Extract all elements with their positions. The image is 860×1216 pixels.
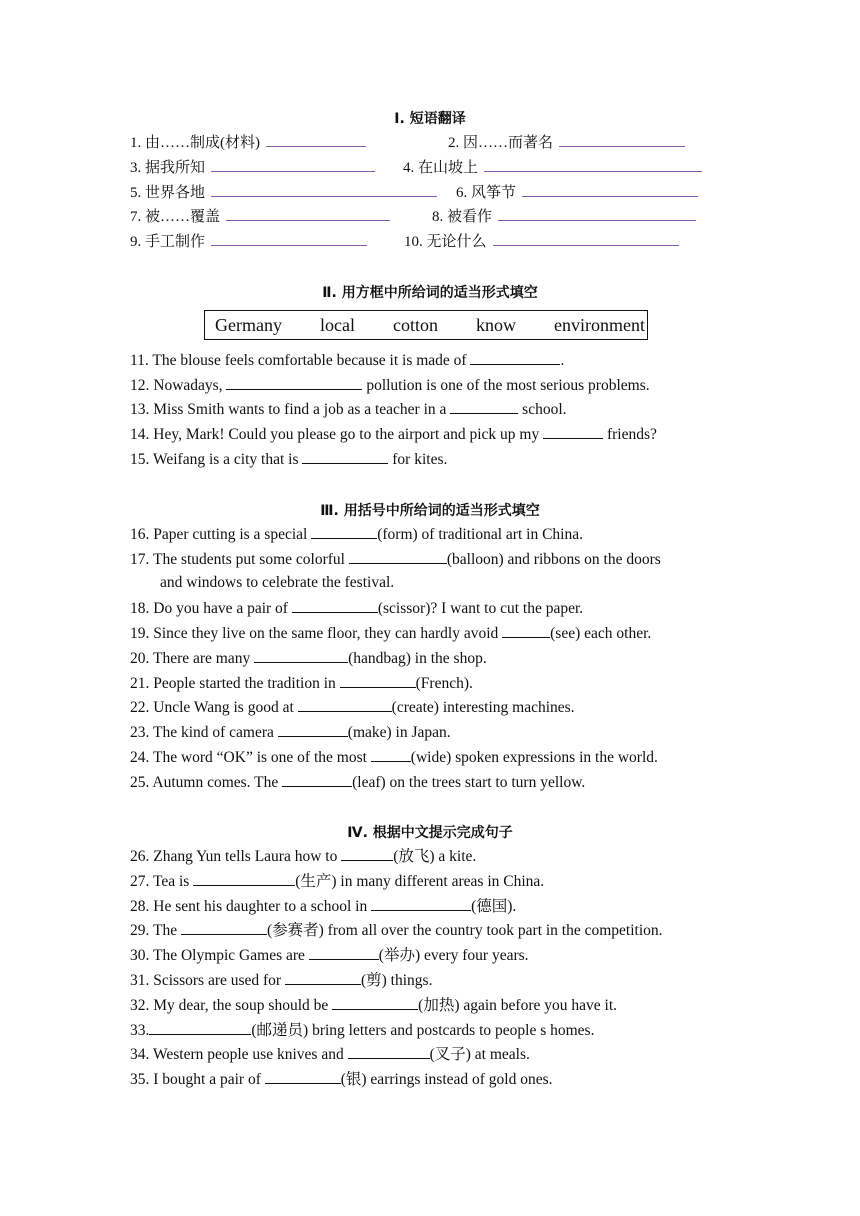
question-16 <box>130 523 583 545</box>
question-26 <box>130 845 476 867</box>
q28-blank[interactable] <box>371 895 471 911</box>
q20-blank[interactable] <box>254 647 348 663</box>
q17-blank[interactable] <box>349 548 447 564</box>
q27-text-a: 27. Tea is <box>130 873 194 890</box>
q35-text-a: 35. I bought a pair of <box>130 1071 265 1088</box>
phrase-6 <box>456 180 698 204</box>
q18-text-a: 18. Do you have a pair of <box>130 600 292 617</box>
phrase-1 <box>130 130 366 154</box>
question-33 <box>130 1019 594 1041</box>
question-27 <box>130 870 544 892</box>
q24-text-a: 24. The word “OK” is one of the most <box>130 749 371 766</box>
q30-blank[interactable] <box>309 944 379 960</box>
q31-text-a: 31. Scissors are used for <box>130 972 285 989</box>
q15-text-b: for kites. <box>388 451 448 468</box>
word-cotton: cotton <box>392 314 438 335</box>
question-25 <box>130 771 585 793</box>
phrase-4 <box>403 155 702 179</box>
q26-text-b: (放飞) a kite. <box>393 848 477 865</box>
q13-text-b: school. <box>518 401 567 418</box>
q26-text-a: 26. Zhang Yun tells Laura how to <box>130 848 342 865</box>
q22-blank[interactable] <box>298 696 392 712</box>
q16-blank[interactable] <box>311 523 377 539</box>
q33-text-a: 33. <box>130 1022 150 1039</box>
q17-text-b: (balloon) and ribbons on the doors <box>446 551 661 568</box>
q35-blank[interactable] <box>265 1068 341 1084</box>
phrase-1-text: 1. 由……制成(材料) <box>130 135 260 151</box>
phrase-7-blank[interactable] <box>226 204 390 221</box>
question-17-continued: and windows to celebrate the festival. <box>160 574 395 591</box>
question-22 <box>130 696 575 718</box>
phrase-1-blank[interactable] <box>266 130 366 147</box>
question-30 <box>130 944 529 966</box>
phrase-7-text: 7. 被……覆盖 <box>130 209 221 225</box>
phrase-8 <box>432 204 696 228</box>
q11-blank[interactable] <box>470 349 560 365</box>
phrase-3-text: 3. 据我所知 <box>130 160 206 176</box>
q18-blank[interactable] <box>292 597 378 613</box>
q28-text-b: (德国). <box>471 898 517 915</box>
q12-text-b: pollution is one of the most serious problems. <box>362 377 650 394</box>
phrase-2 <box>448 130 685 154</box>
phrase-8-blank[interactable] <box>498 204 696 221</box>
phrase-9 <box>130 229 367 253</box>
q30-text-a: 30. The Olympic Games are <box>130 947 309 964</box>
q19-text-a: 19. Since they live on the same floor, they can hardly avoid <box>130 625 503 642</box>
word-environment: environment <box>553 314 645 335</box>
q23-text-b: (make) in Japan. <box>347 724 451 741</box>
phrase-10 <box>404 229 679 253</box>
q16-text-a: 16. Paper cutting is a special <box>130 526 312 543</box>
q14-blank[interactable] <box>543 423 603 439</box>
question-21 <box>130 672 473 694</box>
q16-text-b: (form) of traditional art in China. <box>377 526 583 543</box>
q25-text-a: 25. Autumn comes. The <box>130 774 283 791</box>
question-20 <box>130 647 487 669</box>
phrase-10-blank[interactable] <box>493 229 679 246</box>
question-15 <box>130 448 447 470</box>
q17-text-a: 17. The students put some colorful <box>130 551 349 568</box>
q34-text-a: 34. Western people use knives and <box>130 1046 348 1063</box>
phrase-6-blank[interactable] <box>522 180 698 197</box>
q24-blank[interactable] <box>371 746 411 762</box>
phrase-10-text: 10. 无论什么 <box>404 234 487 250</box>
q25-blank[interactable] <box>282 771 352 787</box>
question-14 <box>130 423 657 445</box>
q31-text-b: (剪) things. <box>360 972 433 989</box>
q23-text-a: 23. The kind of camera <box>130 724 278 741</box>
q26-blank[interactable] <box>341 845 393 861</box>
q23-blank[interactable] <box>278 721 348 737</box>
section-1-heading: Ⅰ. 短语翻译 <box>394 111 466 127</box>
phrase-9-text: 9. 手工制作 <box>130 234 206 250</box>
q32-text-a: 32. My dear, the soup should be <box>130 997 333 1014</box>
question-29 <box>130 919 663 941</box>
phrase-6-text: 6. 风筝节 <box>456 185 517 201</box>
phrase-7 <box>130 204 390 228</box>
q29-text-b: (参赛者) from all over the country took part in the competition. <box>266 922 663 939</box>
question-34 <box>130 1043 530 1065</box>
q34-blank[interactable] <box>348 1043 430 1059</box>
question-13 <box>130 398 567 420</box>
q33-text-b: (邮递员) bring letters and postcards to people s homes. <box>251 1022 595 1039</box>
q20-text-b: (handbag) in the shop. <box>348 650 487 667</box>
q20-text-a: 20. There are many <box>130 650 255 667</box>
q30-text-b: (举办) every four years. <box>378 947 529 964</box>
q11-text-b: . <box>560 352 565 369</box>
question-12 <box>130 374 650 396</box>
phrase-5-text: 5. 世界各地 <box>130 185 206 201</box>
q22-text-b: (create) interesting machines. <box>391 699 575 716</box>
q14-text-b: friends? <box>603 426 657 443</box>
q29-text-a: 29. The <box>130 922 181 939</box>
phrase-3-blank[interactable] <box>211 155 375 172</box>
phrase-2-text: 2. 因……而著名 <box>448 135 554 151</box>
q32-blank[interactable] <box>332 994 418 1010</box>
q19-text-b: (see) each other. <box>550 625 652 642</box>
question-18 <box>130 597 583 619</box>
phrase-5 <box>130 180 437 204</box>
word-box <box>204 310 648 340</box>
q33-blank[interactable] <box>149 1019 251 1035</box>
q31-blank[interactable] <box>285 969 361 985</box>
q32-text-b: (加热) again before you have it. <box>418 997 617 1014</box>
phrase-3 <box>130 155 375 179</box>
question-19 <box>130 622 651 644</box>
phrase-5-blank[interactable] <box>211 180 437 197</box>
q12-blank[interactable] <box>226 374 362 390</box>
question-28 <box>130 895 516 917</box>
question-35 <box>130 1068 553 1090</box>
q28-text-a: 28. He sent his daughter to a school in <box>130 898 372 915</box>
q34-text-b: (叉子) at meals. <box>429 1046 530 1063</box>
question-11 <box>130 349 564 371</box>
q18-text-b: (scissor)? I want to cut the paper. <box>377 600 584 617</box>
word-local: local <box>319 314 355 335</box>
section-4-heading: Ⅳ. 根据中文提示完成句子 <box>347 825 513 841</box>
q13-blank[interactable] <box>450 398 518 414</box>
question-24 <box>130 746 658 768</box>
section-3-heading: Ⅲ. 用括号中所给词的适当形式填空 <box>320 503 540 519</box>
q27-text-b: (生产) in many different areas in China. <box>295 873 545 890</box>
q15-blank[interactable] <box>302 448 388 464</box>
word-know: know <box>475 314 516 335</box>
q29-blank[interactable] <box>181 919 267 935</box>
q13-text-a: 13. Miss Smith wants to find a job as a teacher in a <box>130 401 451 418</box>
phrase-2-blank[interactable] <box>559 130 685 147</box>
q21-blank[interactable] <box>340 672 416 688</box>
question-31 <box>130 969 432 991</box>
q24-text-b: (wide) spoken expressions in the world. <box>410 749 658 766</box>
q25-text-b: (leaf) on the trees start to turn yellow. <box>352 774 586 791</box>
q27-blank[interactable] <box>193 870 295 886</box>
q14-text-a: 14. Hey, Mark! Could you please go to the airport and pick up my <box>130 426 544 443</box>
phrase-9-blank[interactable] <box>211 229 367 246</box>
q11-text-a: 11. The blouse feels comfortable because it is made of <box>130 352 471 369</box>
q12-text-a: 12. Nowadays, <box>130 377 227 394</box>
q15-text-a: 15. Weifang is a city that is <box>130 451 303 468</box>
q21-text-b: (French). <box>415 675 473 692</box>
word-germany: Germany <box>215 314 282 335</box>
phrase-8-text: 8. 被看作 <box>432 209 493 225</box>
phrase-4-blank[interactable] <box>484 155 702 172</box>
question-32 <box>130 994 617 1016</box>
q35-text-b: (银) earrings instead of gold ones. <box>340 1071 553 1088</box>
section-2-heading: Ⅱ. 用方框中所给词的适当形式填空 <box>322 285 538 301</box>
phrase-4-text: 4. 在山坡上 <box>403 160 479 176</box>
question-17 <box>130 548 661 570</box>
q22-text-a: 22. Uncle Wang is good at <box>130 699 298 716</box>
question-23 <box>130 721 451 743</box>
q21-text-a: 21. People started the tradition in <box>130 675 340 692</box>
q19-blank[interactable] <box>502 622 550 638</box>
